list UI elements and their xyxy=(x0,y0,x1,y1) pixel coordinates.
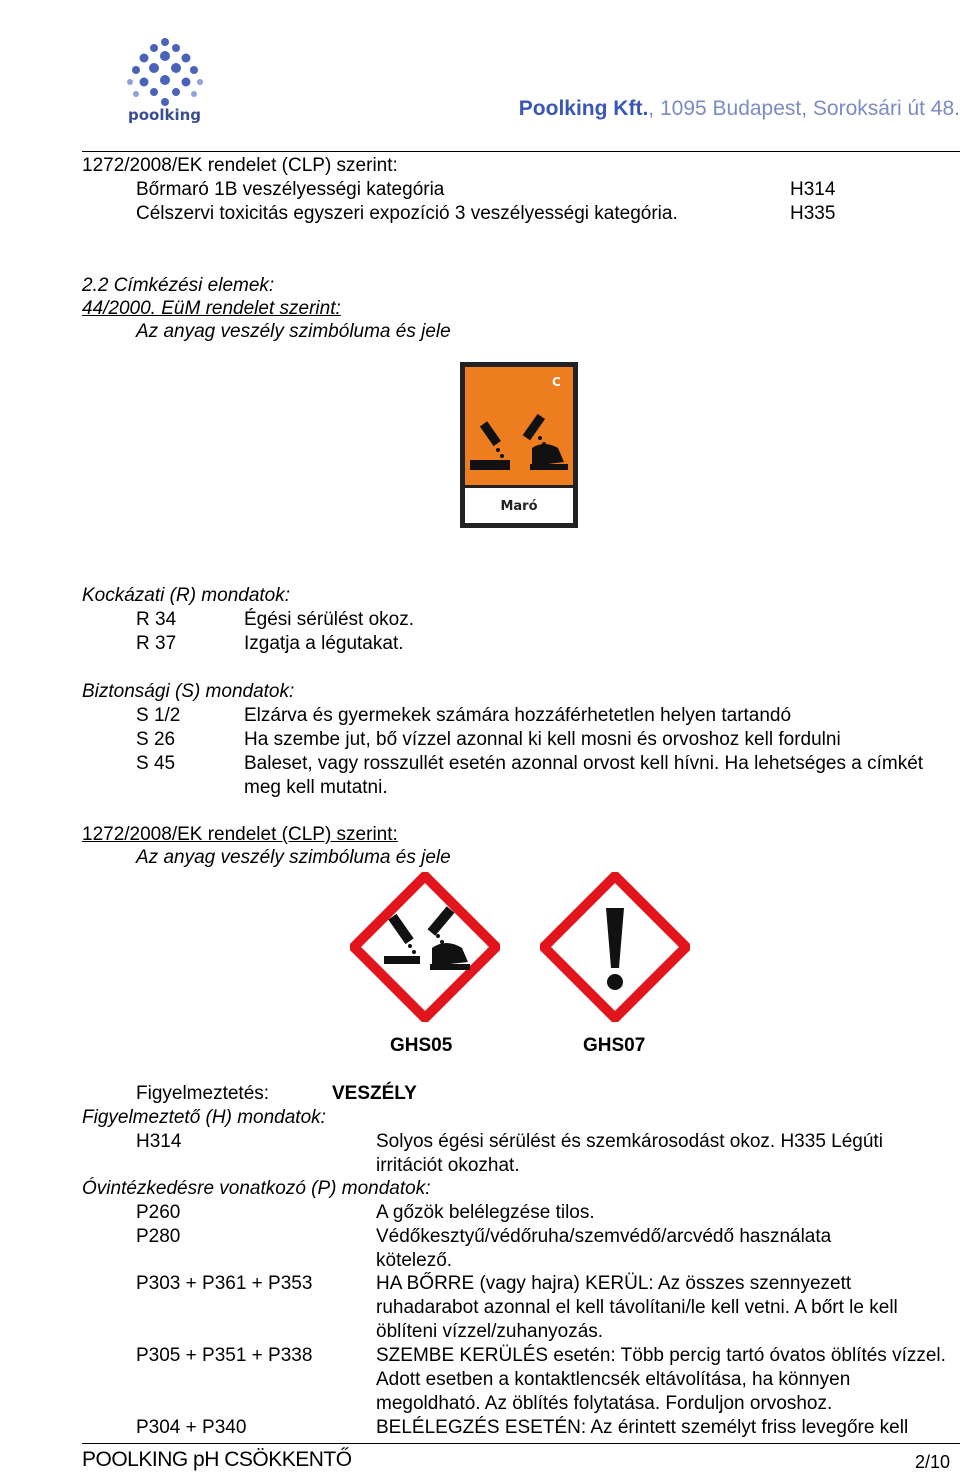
s-phrase-code: S 45 xyxy=(136,753,176,774)
s-phrase-code: S 26 xyxy=(136,729,176,750)
clp-row-label: Bőrmaró 1B veszélyességi kategória xyxy=(136,179,445,200)
signal-label: Figyelmeztetés: xyxy=(136,1083,270,1104)
corrosive-orange-symbol-icon xyxy=(460,362,578,528)
clp-row-code: H314 xyxy=(790,179,836,200)
header-divider xyxy=(82,151,960,152)
r-phrase-code: R 34 xyxy=(136,609,177,630)
h-phrases-title: Figyelmeztető (H) mondatok: xyxy=(82,1107,326,1128)
p-phrase-code: P305 + P351 + P338 xyxy=(136,1345,313,1366)
footer-product: POOLKING pH CSÖKKENTŐ xyxy=(82,1448,352,1471)
p-phrase-code: P304 + P340 xyxy=(136,1417,247,1438)
p-phrase-text: BELÉLEGZÉS ESETÉN: Az érintett személyt friss levegőre kell xyxy=(376,1417,909,1438)
ghs05-corrosion-icon xyxy=(350,872,500,1022)
s-phrases-title: Biztonsági (S) mondatok: xyxy=(82,681,295,702)
ghs07-exclamation-icon xyxy=(540,872,690,1022)
s-phrase-text: Elzárva és gyermekek számára hozzáférhetetlen helyen tartandó xyxy=(244,705,792,726)
company-address: , 1095 Budapest, Soroksári út 48. xyxy=(648,97,960,120)
h-phrase-code: H314 xyxy=(136,1131,182,1152)
clp-row-code: H335 xyxy=(790,203,836,224)
clp-symbols-heading: Az anyag veszély szimbóluma és jele xyxy=(136,847,451,868)
p-phrase-text: A gőzök belélegzése tilos. xyxy=(376,1202,595,1223)
footer-divider xyxy=(82,1443,960,1444)
ghs-code-label: GHS05 xyxy=(390,1035,453,1056)
clp-row-label: Célszervi toxicitás egyszeri expozíció 3 veszélyességi kategória. xyxy=(136,203,678,224)
labelling-regulation: 44/2000. EüM rendelet szerint: xyxy=(82,298,341,319)
logo-text: poolking xyxy=(128,106,202,124)
p-phrase-code: P260 xyxy=(136,1202,181,1223)
s-phrase-code: S 1/2 xyxy=(136,705,181,726)
r-phrases-title: Kockázati (R) mondatok: xyxy=(82,585,291,606)
symbol-caption: Maró xyxy=(500,499,538,514)
symbol-letter: C xyxy=(552,375,561,389)
signal-word: VESZÉLY xyxy=(332,1083,417,1104)
r-phrase-text: Izgatja a légutakat. xyxy=(244,633,404,654)
company-header xyxy=(519,97,960,121)
p-phrase-code: P280 xyxy=(136,1226,181,1247)
clp-symbols-title: 1272/2008/EK rendelet (CLP) szerint: xyxy=(82,824,398,845)
p-phrases-title: Óvintézkedésre vonatkozó (P) mondatok: xyxy=(82,1178,431,1199)
labelling-heading: 2.2 Címkézési elemek: xyxy=(82,275,275,296)
footer-page-number: 2/10 xyxy=(914,1452,950,1472)
company-name: Poolking Kft. xyxy=(518,97,649,120)
clp-title: 1272/2008/EK rendelet (CLP) szerint: xyxy=(82,155,398,176)
r-phrase-code: R 37 xyxy=(136,633,177,654)
p-phrase-text: HA BŐRRE (vagy hajra) KERÜL: Az összes szennyezett ruhadarabot azonnal el kell távolítani/le kell vetni. A bőrt le kell öblíteni vízzel/zuhanyozás. xyxy=(376,1273,898,1342)
r-phrase-text: Égési sérülést okoz. xyxy=(244,609,415,630)
p-phrase-text: Védőkesztyű/védőruha/szemvédő/arcvédő használata kötelező. xyxy=(376,1226,832,1271)
labelling-symbol-heading: Az anyag veszély szimbóluma és jele xyxy=(136,321,451,342)
h-phrase-text: Solyos égési sérülést és szemkárosodást okoz. H335 Légúti irritációt okozhat. xyxy=(376,1131,883,1176)
ghs-code-label: GHS07 xyxy=(583,1035,646,1056)
p-phrase-text: SZEMBE KERÜLÉS esetén: Több percig tartó óvatos öblítés vízzel. Adott esetben a kontaktlencsék eltávolítása, ha könnyen megoldható. Az öblítés folytatása. Forduljon orvoshoz. xyxy=(376,1345,946,1414)
s-phrase-text: Ha szembe jut, bő vízzel azonnal ki kell mosni és orvoshoz kell fordulni xyxy=(244,729,841,750)
p-phrase-code: P303 + P361 + P353 xyxy=(136,1273,313,1294)
s-phrase-text: Baleset, vagy rosszullét esetén azonnal orvost kell hívni. Ha lehetséges a címkét meg kell mutatni. xyxy=(244,753,924,798)
